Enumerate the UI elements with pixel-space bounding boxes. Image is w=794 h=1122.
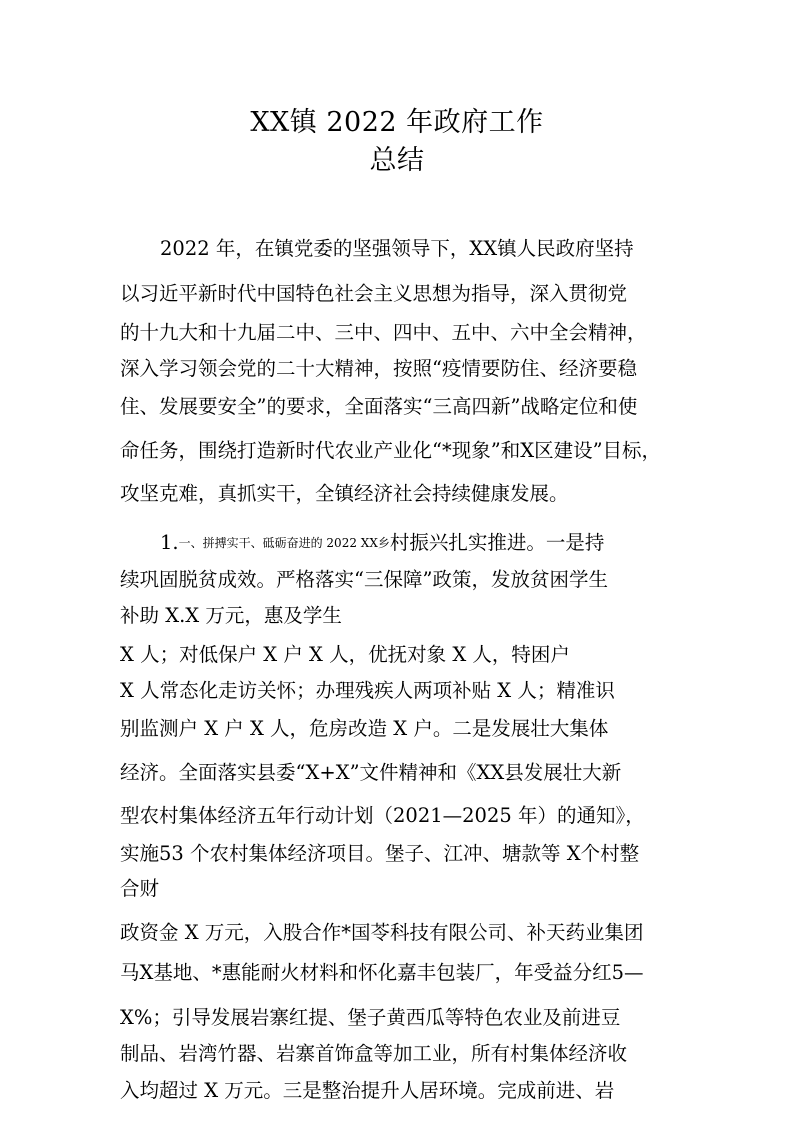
document-title-line-2: 总结	[369, 145, 425, 176]
heading-small-text: 一、拼搏实干、砥砺奋进的 2022 XX乡	[178, 536, 390, 550]
paragraph-line: 续巩固脱贫成效。严格落实“三保障”政策，发放贫困学生	[120, 568, 608, 591]
paragraph-line: X 人常态化走访关怀；办理残疾人两项补贴 X 人；精准识	[120, 679, 615, 702]
paragraph-line: 制品、岩湾竹器、岩寨首饰盒等加工业，所有村集体经济收	[120, 1042, 628, 1065]
paragraph-line: 合财	[120, 877, 160, 900]
heading-rest-text: 村振兴扎实推进。一是持	[389, 531, 605, 554]
paragraph-line: 马X基地、*惠能耐火材料和怀化嘉丰包装厂，年受益分红5—	[120, 961, 644, 984]
paragraph-line: X%；引导发展岩寨红提、堡子黄西瓜等特色农业及前进豆	[120, 1006, 621, 1029]
document-title-line-1: XX镇 2022 年政府工作	[250, 107, 544, 138]
paragraph-line: 经济。全面落实县委“X+X”文件精神和《XX县发展壮大新	[120, 761, 622, 784]
paragraph-line: 别监测户 X 户 X 人，危房改造 X 户。二是发展壮大集体	[120, 717, 609, 740]
paragraph-line: 型农村集体经济五年行动计划（2021—2025 年）的通知》，	[120, 804, 645, 827]
paragraph-line: 政资金 X 万元，入股合作*国苓科技有限公司、补天药业集团	[120, 921, 644, 944]
heading-number: 1.	[160, 531, 179, 554]
paragraph-line: 住、发展要安全”的要求，全面落实“三高四新”战略定位和使	[120, 395, 638, 418]
paragraph-line: 的十九大和十九届二中、三中、四中、五中、六中全会精神，	[120, 321, 647, 344]
paragraph-line: 命任务，围绕打造新时代农业产业化“*现象”和X区建设”目标，	[120, 439, 662, 462]
paragraph-line: X 人；对低保户 X 户 X 人，优抚对象 X 人，特困户	[120, 643, 570, 666]
paragraph-line: 补助 X.X 万元，惠及学生	[120, 604, 342, 627]
paragraph-line: 入均超过 X 万元。三是整治提升人居环境。完成前进、岩	[120, 1079, 615, 1102]
paragraph-line: 以习近平新时代中国特色社会主义思想为指导，深入贯彻党	[120, 282, 628, 305]
paragraph-line: 实施53 个农村集体经济项目。堡子、江冲、塘款等 X个村整	[120, 842, 640, 865]
section-heading-line	[160, 530, 604, 556]
paragraph-line: 2022 年，在镇党委的坚强领导下，XX镇人民政府坚持	[160, 237, 634, 260]
paragraph-line: 深入学习领会党的二十大精神，按照“疫情要防住、经济要稳	[120, 357, 637, 380]
paragraph-line: 攻坚克难，真抓实干，全镇经济社会持续健康发展。	[120, 482, 569, 505]
